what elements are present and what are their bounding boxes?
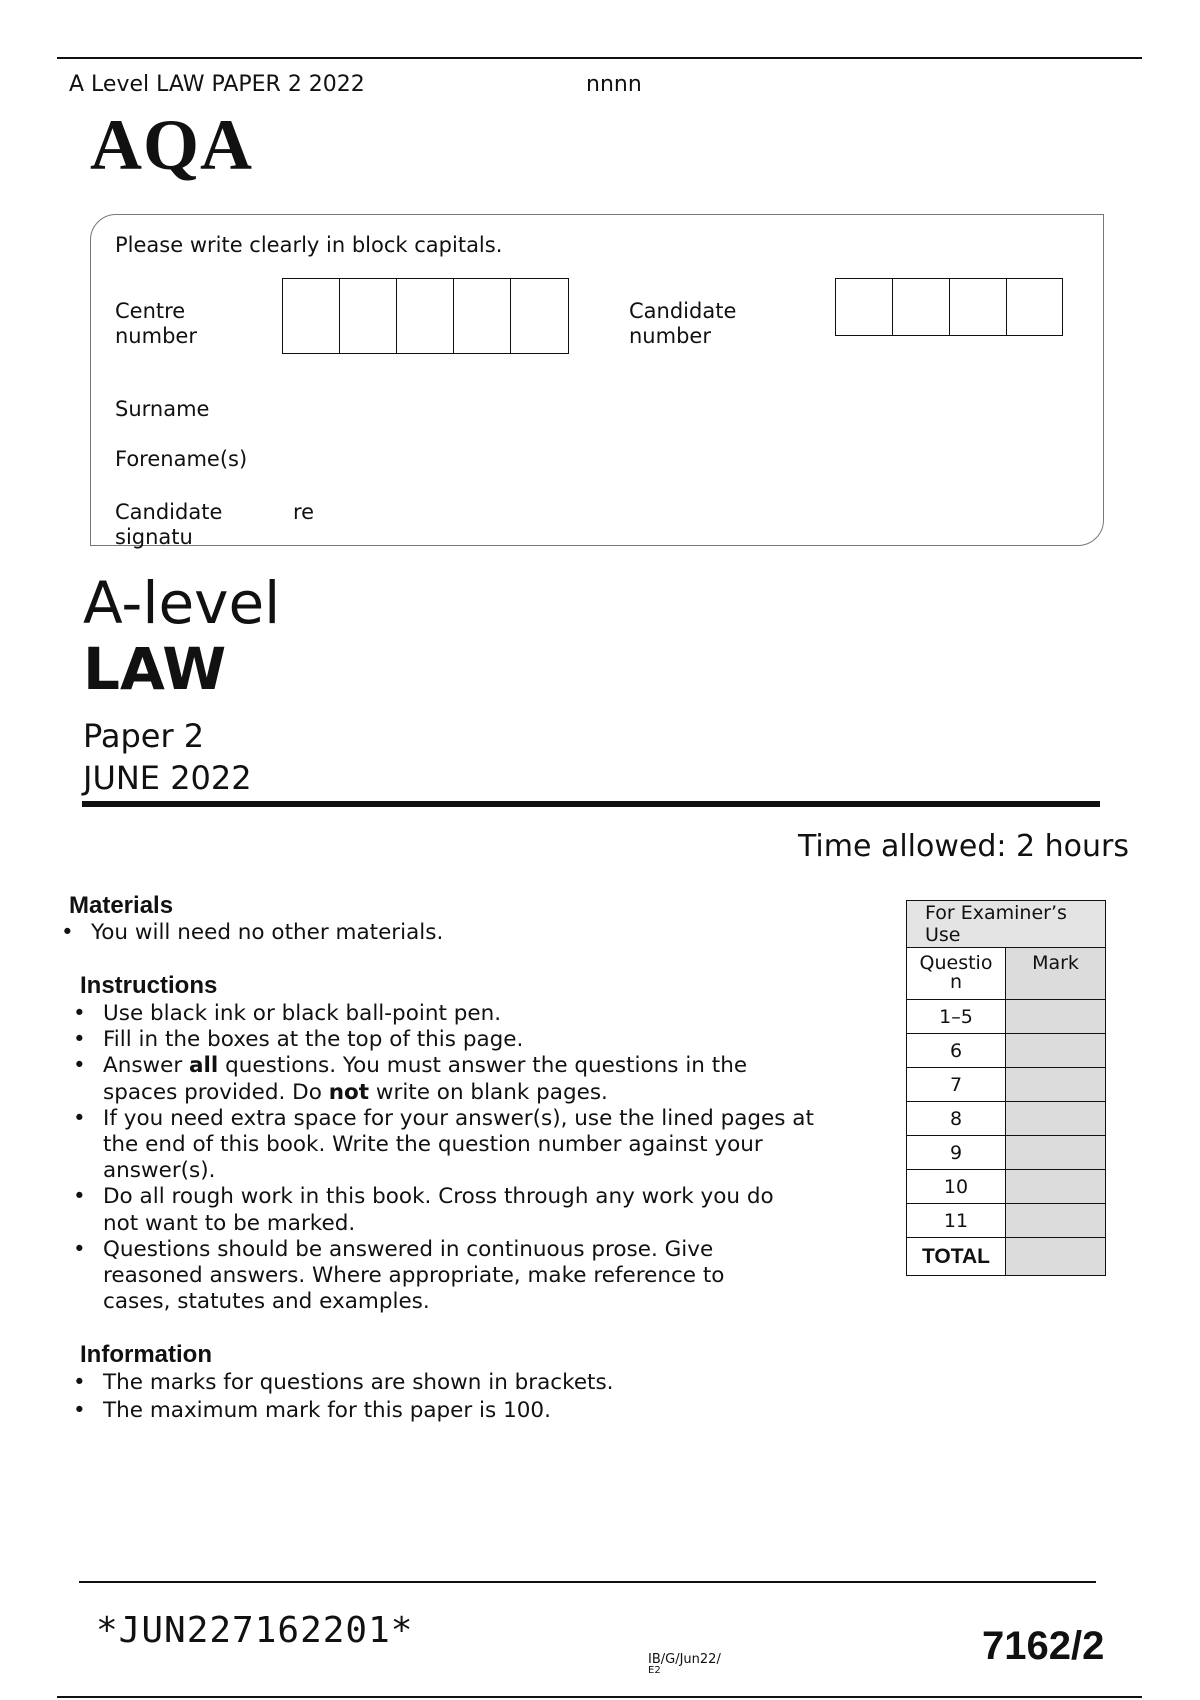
candidate-details-box xyxy=(90,214,1104,549)
instructions-list xyxy=(69,1001,814,1315)
footer-rule xyxy=(79,1581,1096,1583)
paper-number: Paper 2 xyxy=(83,717,205,755)
list-item: • Use black ink or black ball-point pen. xyxy=(69,1001,814,1027)
question-cell: 7 xyxy=(907,1068,1006,1102)
header-title: A Level LAW PAPER 2 2022 xyxy=(69,72,365,97)
mark-cell xyxy=(1006,1102,1106,1136)
examiner-table-heading: For Examiner’s Use xyxy=(907,901,1106,948)
list-item: • If you need extra space for your answer(s), use the lined pages at the end of this book. Write the question number against your answer(s). xyxy=(69,1106,814,1185)
title-divider xyxy=(82,801,1100,807)
centre-number-digit[interactable] xyxy=(396,278,453,354)
block-capitals-instruction: Please write clearly in block capitals. xyxy=(115,233,503,257)
candidate-number-boxes[interactable] xyxy=(835,278,1063,336)
question-column-header: Questio n xyxy=(907,948,1006,1000)
centre-number-label: Centre number xyxy=(115,299,197,348)
question-cell: 10 xyxy=(907,1170,1006,1204)
exam-session: JUNE 2022 xyxy=(83,759,252,797)
aqa-logo: AQA xyxy=(90,105,253,185)
qualification-level: A-level xyxy=(83,569,281,637)
document-reference: IB/G/Jun22/ xyxy=(648,1652,721,1667)
centre-number-digit[interactable] xyxy=(282,278,339,354)
mark-cell xyxy=(1006,1068,1106,1102)
mark-cell xyxy=(1006,1136,1106,1170)
list-item: • Questions should be answered in continuous prose. Give reasoned answers. Where appropriate, make reference to cases, statutes and examples. xyxy=(69,1237,814,1316)
header-code: nnnn xyxy=(586,72,642,97)
information-heading: Information xyxy=(80,1341,212,1368)
list-item: • Do all rough work in this book. Cross through any work you do not want to be marked. xyxy=(69,1184,814,1236)
centre-number-digit[interactable] xyxy=(453,278,510,354)
question-cell: 1–5 xyxy=(907,1000,1006,1034)
examiner-use-table xyxy=(906,900,1106,1276)
centre-number-digit[interactable] xyxy=(339,278,396,354)
list-item: • The marks for questions are shown in brackets. xyxy=(69,1369,614,1397)
surname-label: Surname xyxy=(115,397,210,421)
question-cell: 6 xyxy=(907,1034,1006,1068)
signature-label: Candidate signatu xyxy=(115,500,223,549)
top-rule xyxy=(57,57,1142,59)
barcode-text: *JUN227162201* xyxy=(96,1610,414,1651)
list-item: • Answer all questions. You must answer the questions in the spaces provided. Do not write on blank pages. xyxy=(69,1053,814,1105)
subject-title: LAW xyxy=(83,635,227,703)
total-mark-cell xyxy=(1006,1238,1106,1276)
centre-number-digit[interactable] xyxy=(510,278,569,354)
question-cell: 11 xyxy=(907,1204,1006,1238)
instructions-heading: Instructions xyxy=(80,972,218,999)
centre-number-boxes[interactable] xyxy=(282,278,569,354)
list-item: • You will need no other materials. xyxy=(57,920,443,946)
mark-cell xyxy=(1006,1000,1106,1034)
candidate-number-digit[interactable] xyxy=(949,278,1006,336)
list-item: • Fill in the boxes at the top of this page. xyxy=(69,1027,814,1053)
time-allowed: Time allowed: 2 hours xyxy=(798,829,1130,864)
question-cell: 9 xyxy=(907,1136,1006,1170)
question-cell: 8 xyxy=(907,1102,1006,1136)
bottom-rule xyxy=(57,1696,1142,1698)
candidate-number-digit[interactable] xyxy=(892,278,949,336)
candidate-number-digit[interactable] xyxy=(835,278,892,336)
signature-label-suffix: re xyxy=(293,500,315,524)
paper-code: 7162/2 xyxy=(982,1624,1105,1668)
mark-cell xyxy=(1006,1034,1106,1068)
candidate-number-digit[interactable] xyxy=(1006,278,1063,336)
materials-list xyxy=(57,920,443,946)
materials-heading: Materials xyxy=(69,892,174,919)
total-label: TOTAL xyxy=(907,1238,1006,1276)
forenames-label: Forename(s) xyxy=(115,447,248,471)
list-item: • The maximum mark for this paper is 100. xyxy=(69,1397,614,1425)
mark-column-header: Mark xyxy=(1006,948,1106,1000)
mark-cell xyxy=(1006,1204,1106,1238)
document-reference-suffix: E2 xyxy=(648,1665,661,1676)
mark-cell xyxy=(1006,1170,1106,1204)
candidate-number-label: Candidate number xyxy=(629,299,737,348)
information-list xyxy=(69,1369,614,1425)
